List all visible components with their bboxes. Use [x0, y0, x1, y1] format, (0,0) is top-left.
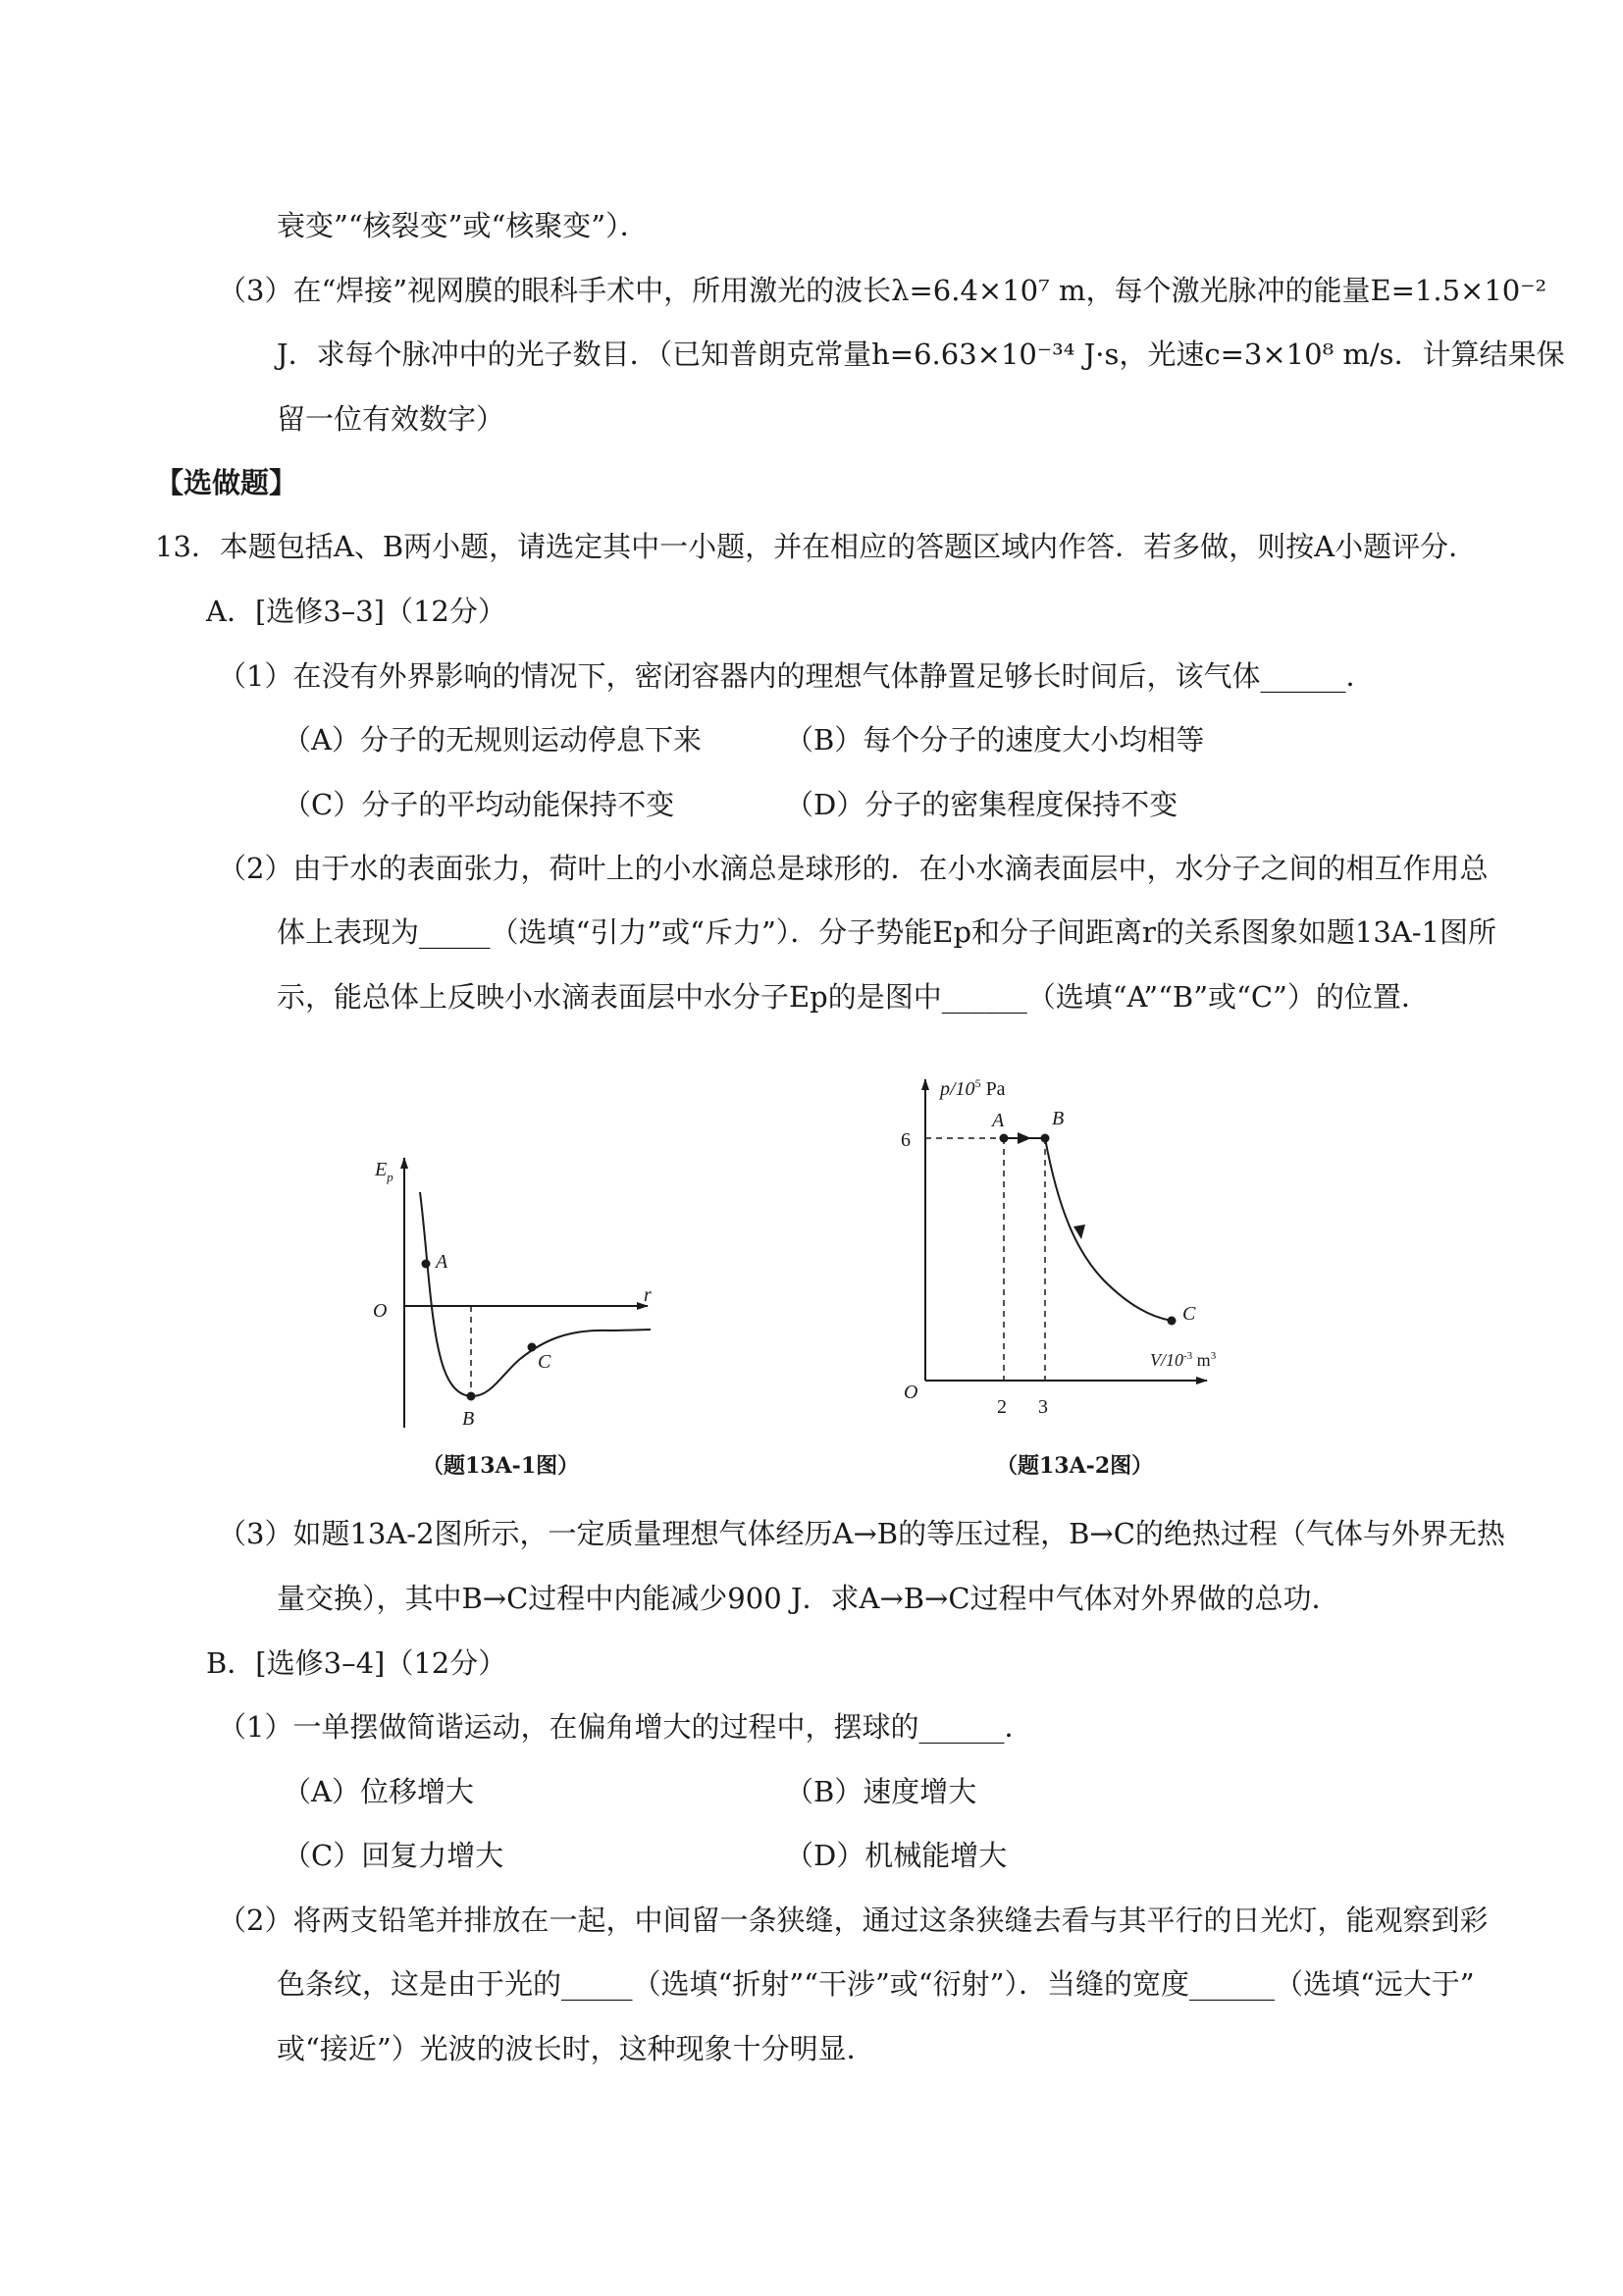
- point-a: [1000, 1134, 1009, 1143]
- figure-13a-1-caption: （题13A-1图）: [422, 1453, 580, 1479]
- part-b-q1: （1）一单摆做简谐运动，在偏角增大的过程中，摆球的______．: [218, 1710, 1033, 1744]
- part-a-q2-line-3: 示，能总体上反映小水滴表面层中水分子Ep的是图中______（选填“A”“B”或“C”）的位置．: [277, 980, 1430, 1014]
- bc-curve: [1045, 1138, 1172, 1321]
- point-a: [422, 1260, 431, 1269]
- part-a-q3-line-1: （3）如题13A-2图所示，一定质量理想气体经历A→B的等压过程，B→C的绝热过程（气体与外界无热: [218, 1517, 1505, 1550]
- label-a: A: [992, 1110, 1005, 1131]
- part-a-q1-option-c: （C）分子的平均动能保持不变: [283, 788, 675, 821]
- part-a-q1: （1）在没有外界影响的情况下，密闭容器内的理想气体静置足够长时间后，该气体______．: [218, 659, 1375, 693]
- point-b: [467, 1392, 476, 1401]
- text-line-1: 衰变”“核裂变”或“核聚变”）．: [277, 209, 649, 242]
- part-a-q1-option-d: （D）分子的密集程度保持不变: [785, 788, 1178, 821]
- part-a-heading: A．[选修3–3]（12分）: [206, 595, 506, 628]
- text-line-2: （3）在“焊接”视网膜的眼科手术中，所用激光的波长λ=6.4×10⁷ m，每个激光脉冲的能量E=1.5×10⁻²: [218, 274, 1547, 307]
- text-line-4: 留一位有效数字）: [277, 402, 505, 436]
- figure-13a-2: [883, 1060, 1315, 1433]
- part-b-q2-line-1: （2）将两支铅笔并排放在一起，中间留一条狭缝，通过这条狭缝去看与其平行的日光灯，能观察到彩: [218, 1904, 1489, 1937]
- part-b-q1-option-b: （B）速度增大: [785, 1775, 977, 1808]
- label-c: C: [1182, 1303, 1196, 1325]
- point-c: [528, 1343, 537, 1352]
- x-axis-label: $V/10^{-3}$ $m^3$: [1150, 1350, 1217, 1370]
- x-tick-3: 3: [1038, 1396, 1048, 1418]
- point-c: [1168, 1317, 1177, 1326]
- x-axis-label: r: [644, 1284, 652, 1306]
- label-b: B: [1052, 1108, 1065, 1129]
- y-axis-label: $E_p$: [375, 1159, 393, 1184]
- y-tick-6: 6: [901, 1129, 911, 1151]
- figure-13a-2-caption: （题13A-2图）: [996, 1453, 1154, 1479]
- part-a-q2-line-2: 体上表现为_____（选填“引力”或“斥力”）．分子势能Ep和分子间距离r的关系图象如题13A-1图所: [277, 915, 1496, 949]
- figure-13a-1: [353, 1138, 726, 1462]
- point-b: [1041, 1134, 1050, 1143]
- question-13-intro: 13．本题包括A、B两小题，请选定其中一小题，并在相应的答题区域内作答．若多做，则按A小题评分．: [155, 530, 1478, 563]
- part-a-q1-option-b: （B）每个分子的速度大小均相等: [785, 723, 1205, 757]
- part-a-q3-line-2: 量交换），其中B→C过程中内能减少900 J．求A→B→C过程中气体对外界做的总功．: [277, 1582, 1340, 1615]
- ep-curve: [420, 1192, 651, 1396]
- part-b-q1-option-c: （C）回复力增大: [283, 1839, 504, 1872]
- origin-label: O: [904, 1382, 918, 1403]
- part-b-q1-option-a: （A）位移增大: [283, 1775, 474, 1808]
- part-a-q1-option-a: （A）分子的无规则运动停息下来: [283, 723, 702, 757]
- part-a-q2-line-1: （2）由于水的表面张力，荷叶上的小水滴总是球形的．在小水滴表面层中，水分子之间的相互作用总: [218, 852, 1489, 885]
- part-b-q1-option-d: （D）机械能增大: [785, 1839, 1008, 1872]
- text-line-3: J．求每个脉冲中的光子数目．（已知普朗克常量h=6.63×10⁻³⁴ J·s，光速c=3×10⁸ m/s．计算结果保: [277, 338, 1565, 371]
- label-b: B: [462, 1408, 475, 1430]
- ab-arrow: [1018, 1132, 1031, 1144]
- label-a: A: [436, 1251, 448, 1273]
- section-heading-optional: 【选做题】: [155, 466, 298, 499]
- x-tick-2: 2: [997, 1396, 1007, 1418]
- part-b-heading: B．[选修3–4]（12分）: [206, 1646, 507, 1680]
- label-c: C: [538, 1351, 551, 1373]
- part-b-q2-line-2: 色条纹，这是由于光的_____（选填“折射”“干涉”或“衍射”）．当缝的宽度______（选填“远大于”: [277, 1967, 1475, 2001]
- origin-label: O: [373, 1300, 388, 1322]
- y-axis-label: $p/10^5$ Pa: [940, 1076, 1006, 1100]
- part-b-q2-line-3: 或“接近”）光波的波长时，这种现象十分明显．: [277, 2032, 875, 2065]
